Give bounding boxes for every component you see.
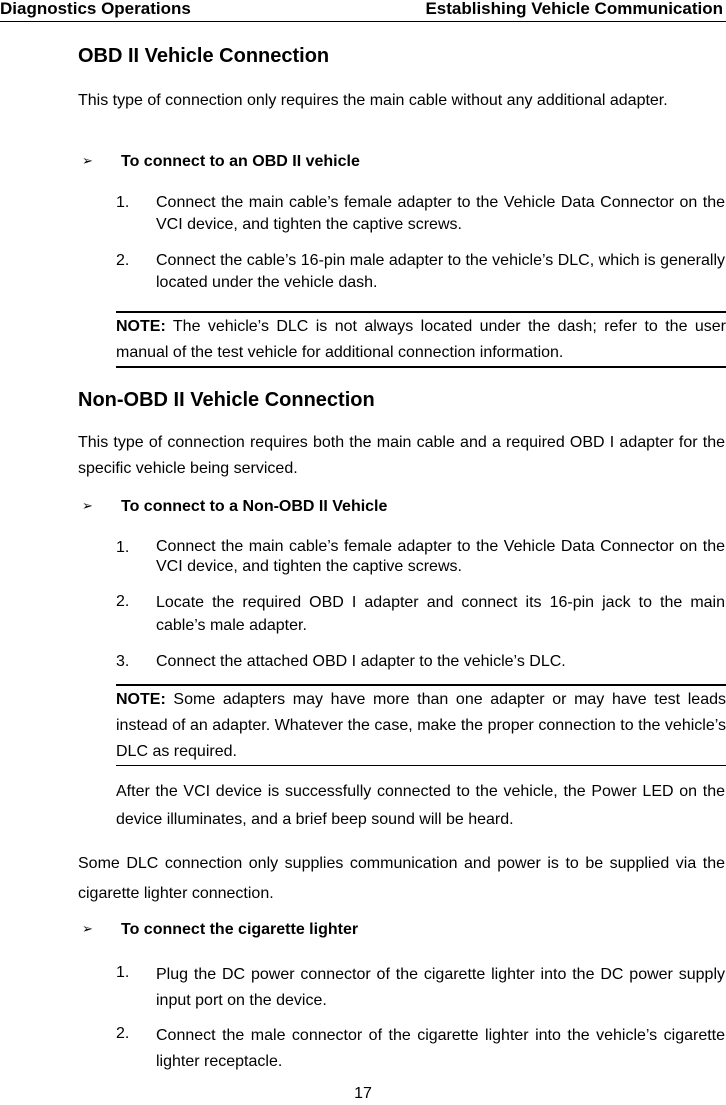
note-text: Some adapters may have more than one adapter or may have test leads instead of an adapter. Whatever the case, make the proper connection to the vehicle’s DLC as required. [116, 691, 726, 760]
section-heading-obd2: OBD II Vehicle Connection [78, 45, 330, 67]
page-header [0, 0, 726, 22]
arrow-bullet-icon: ➢ [82, 498, 93, 513]
step-text: Locate the required OBD I adapter and connect its 16-pin jack to the main cable’s male adapter. [156, 594, 725, 634]
section-heading-non-obd2: Non-OBD II Vehicle Connection [78, 389, 375, 411]
section-intro-obd2: This type of connection only requires the main cable without any additional adapter. [78, 92, 668, 109]
step-text: Connect the main cable’s female adapter to the Vehicle Data Connector on the VCI device, and tighten the captive screws. [156, 194, 725, 233]
note-box [116, 684, 726, 766]
note-label: NOTE: [116, 691, 166, 708]
arrow-bullet-icon: ➢ [82, 153, 93, 168]
page-number: 17 [354, 1085, 372, 1102]
step-number: 1. [116, 539, 130, 556]
after-connection-paragraph: After the VCI device is successfully connected to the vehicle, the Power LED on the device illuminates, and a brief beep sound will be heard. [116, 783, 725, 828]
step-text: Connect the cable’s 16-pin male adapter to the vehicle’s DLC, which is generally located under the vehicle dash. [156, 252, 725, 291]
step-text: Connect the main cable’s female adapter to the Vehicle Data Connector on the VCI device, and tighten the captive screws. [156, 538, 725, 575]
step-text: Plug the DC power connector of the cigarette lighter into the DC power supply input port on the device. [156, 966, 725, 1009]
step-number: 2. [116, 593, 130, 610]
step-text: Connect the male connector of the cigarette lighter into the vehicle’s cigarette lighter receptacle. [156, 1027, 725, 1070]
step-number: 2. [116, 252, 130, 269]
step-number: 1. [116, 194, 130, 211]
procedure-title: To connect to a Non-OBD II Vehicle [121, 498, 388, 515]
cigarette-lighter-intro: Some DLC connection only supplies communication and power is to be supplied via the cigarette lighter connection. [78, 855, 725, 902]
step-number: 1. [116, 964, 130, 981]
step-number: 2. [116, 1025, 130, 1042]
arrow-bullet-icon: ➢ [82, 921, 93, 936]
procedure-title: To connect the cigarette lighter [121, 921, 359, 938]
step-number: 3. [116, 653, 130, 670]
header-section: Establishing Vehicle Communication [425, 0, 723, 18]
note-text: The vehicle’s DLC is not always located under the dash; refer to the user manual of the test vehicle for additional connection information. [116, 318, 726, 361]
section-intro-non-obd2: This type of connection requires both the main cable and a required OBD I adapter for the specific vehicle being serviced. [78, 434, 725, 477]
note-box [116, 311, 726, 368]
step-text: Connect the attached OBD I adapter to the vehicle’s DLC. [156, 653, 566, 670]
procedure-title: To connect to an OBD II vehicle [121, 153, 360, 170]
header-chapter: Diagnostics Operations [0, 0, 191, 18]
note-label: NOTE: [116, 318, 166, 335]
